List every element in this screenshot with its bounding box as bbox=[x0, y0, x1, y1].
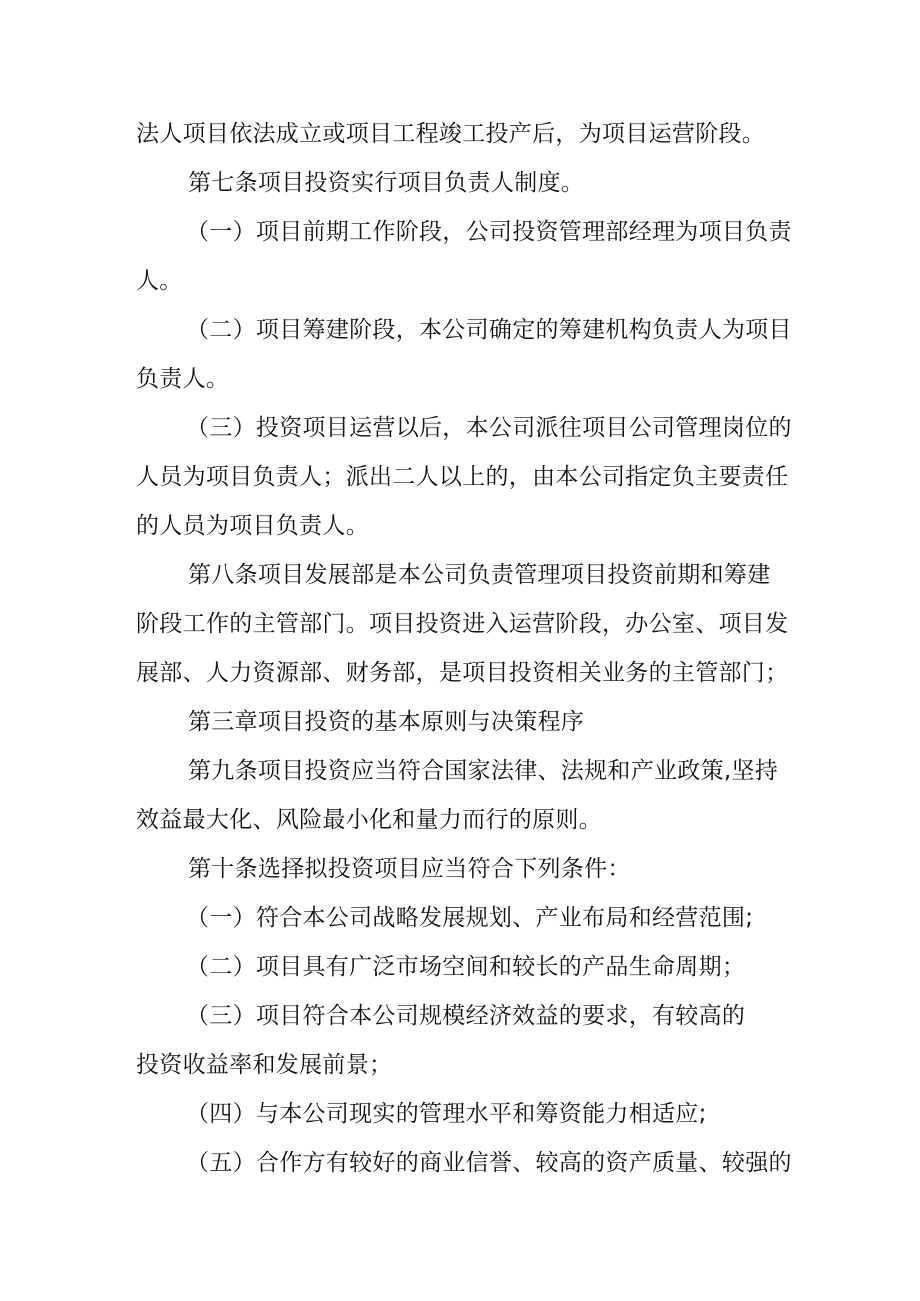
article-9-heading: 第九条项目投资应当符合国家法律、法规和产业政策,坚持 bbox=[188, 758, 779, 784]
paragraph-line: 法人项目依法成立或项目工程竣工投产后，为项目运营阶段。 bbox=[136, 121, 766, 147]
paragraph-line: （三）投资项目运营以后，本公司派往项目公司管理岗位的 bbox=[186, 415, 792, 441]
paragraph-line: 负责人。 bbox=[136, 366, 230, 392]
chapter-3-heading: 第三章项目投资的基本原则与决策程序 bbox=[188, 709, 585, 735]
paragraph-line: （二）项目筹建阶段，本公司确定的筹建机构负责人为项目 bbox=[186, 317, 792, 343]
paragraph-line: 的人员为项目负责人。 bbox=[136, 513, 369, 539]
list-item: （四）与本公司现实的管理水平和筹资能力相适应; bbox=[186, 1101, 707, 1127]
article-10-heading: 第十条选择拟投资项目应当符合下列条件： bbox=[188, 856, 631, 882]
list-item: （二）项目具有广泛市场空间和较长的产品生命周期； bbox=[186, 954, 746, 980]
list-item: （五）合作方有较好的商业信誉、较高的资产质量、较强的 bbox=[186, 1150, 792, 1176]
paragraph-line: （一）项目前期工作阶段，公司投资管理部经理为项目负责 bbox=[186, 219, 792, 245]
article-7-heading: 第七条项目投资实行项目负责人制度。 bbox=[188, 170, 585, 196]
paragraph-line: 投资收益率和发展前景； bbox=[136, 1052, 393, 1078]
paragraph-line: 人员为项目负责人；派出二人以上的，由本公司指定负主要责任 bbox=[136, 464, 789, 490]
article-8-heading: 第八条项目发展部是本公司负责管理项目投资前期和筹建 bbox=[188, 562, 771, 588]
paragraph-line: 效益最大化、风险最小化和量力而行的原则。 bbox=[136, 807, 602, 833]
paragraph-line: 展部、人力资源部、财务部，是项目投资相关业务的主管部门； bbox=[136, 660, 789, 686]
list-item: （一）符合本公司战略发展规划、产业布局和经营范围; bbox=[186, 905, 754, 931]
list-item: （三）项目符合本公司规模经济效益的要求，有较高的 bbox=[186, 1003, 746, 1029]
paragraph-line: 阶段工作的主管部门。项目投资进入运营阶段，办公室、项目发 bbox=[136, 611, 789, 637]
paragraph-line: 人。 bbox=[136, 268, 183, 294]
